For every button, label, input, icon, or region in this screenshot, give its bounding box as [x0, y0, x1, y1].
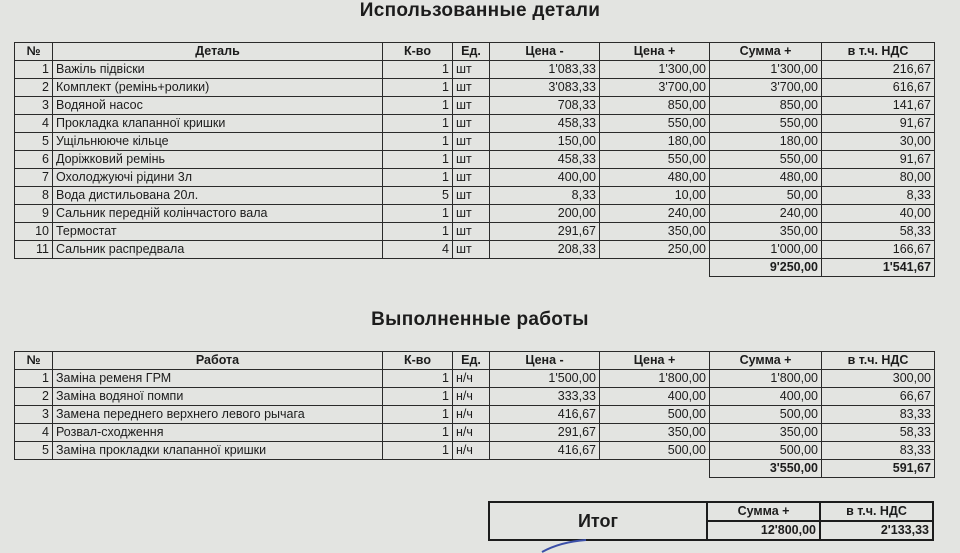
price-gross-cell: 250,00: [600, 241, 710, 259]
price-net-cell: 208,33: [490, 241, 600, 259]
col-header: Деталь: [53, 43, 383, 61]
item-name-cell: Термостат: [53, 223, 383, 241]
vat-amount-cell: 83,33: [822, 406, 935, 424]
table-row: [15, 241, 935, 259]
item-name-cell: Водяной насос: [53, 97, 383, 115]
row-number-cell: 1: [15, 61, 53, 79]
item-name-cell: Сальник передній колінчастого вала: [53, 205, 383, 223]
table-row: [15, 151, 935, 169]
quantity-cell: 1: [383, 388, 453, 406]
quantity-cell: 1: [383, 205, 453, 223]
price-net-cell: 150,00: [490, 133, 600, 151]
col-header: Ед.: [453, 352, 490, 370]
col-header: Сумма +: [710, 352, 822, 370]
col-header: Ед.: [453, 43, 490, 61]
sum-gross-cell: 1'000,00: [710, 241, 822, 259]
unit-cell: шт: [453, 187, 490, 205]
price-net-cell: 1'083,33: [490, 61, 600, 79]
item-name-cell: Вода дистильована 20л.: [53, 187, 383, 205]
quantity-cell: 1: [383, 223, 453, 241]
row-number-cell: 3: [15, 406, 53, 424]
item-name-cell: Ущільнююче кільце: [53, 133, 383, 151]
vat-amount-cell: 80,00: [822, 169, 935, 187]
sum-gross-cell: 1'300,00: [710, 61, 822, 79]
price-net-cell: 3'083,33: [490, 79, 600, 97]
sum-gross-cell: 550,00: [710, 115, 822, 133]
table-row: [15, 223, 935, 241]
sum-gross-cell: 50,00: [710, 187, 822, 205]
works-title: Выполненные работы: [371, 309, 589, 330]
quantity-cell: 1: [383, 61, 453, 79]
vat-amount-cell: 141,67: [822, 97, 935, 115]
col-header: К-во: [383, 352, 453, 370]
table-row: [15, 442, 935, 460]
row-number-cell: 5: [15, 133, 53, 151]
item-name-cell: Прокладка клапанної кришки: [53, 115, 383, 133]
vat-amount-cell: 58,33: [822, 424, 935, 442]
price-net-cell: 291,67: [490, 223, 600, 241]
price-net-cell: 291,67: [490, 424, 600, 442]
price-gross-cell: 1'300,00: [600, 61, 710, 79]
table-row: [15, 424, 935, 442]
vat-amount-cell: 83,33: [822, 442, 935, 460]
unit-cell: шт: [453, 205, 490, 223]
sum-gross-cell: 400,00: [710, 388, 822, 406]
item-name-cell: Заміна прокладки клапанної кришки: [53, 442, 383, 460]
price-net-cell: 200,00: [490, 205, 600, 223]
item-name-cell: Доріжковий ремінь: [53, 151, 383, 169]
grand-vat-header: в т.ч. НДС: [820, 502, 933, 521]
vat-amount-cell: 40,00: [822, 205, 935, 223]
price-net-cell: 333,33: [490, 388, 600, 406]
unit-cell: шт: [453, 241, 490, 259]
price-net-cell: 416,67: [490, 406, 600, 424]
table-row: [15, 205, 935, 223]
row-number-cell: 2: [15, 388, 53, 406]
price-net-cell: 400,00: [490, 169, 600, 187]
quantity-cell: 1: [383, 442, 453, 460]
item-name-cell: Охолоджуючі рідини 3л: [53, 169, 383, 187]
vat-amount-cell: 166,67: [822, 241, 935, 259]
sum-gross-cell: 180,00: [710, 133, 822, 151]
item-name-cell: Розвал-сходження: [53, 424, 383, 442]
grand-total-table: [488, 501, 934, 541]
quantity-cell: 1: [383, 370, 453, 388]
unit-cell: шт: [453, 115, 490, 133]
sum-gross-cell: 350,00: [710, 424, 822, 442]
table-row: [15, 187, 935, 205]
price-gross-cell: 550,00: [600, 151, 710, 169]
quantity-cell: 1: [383, 169, 453, 187]
price-net-cell: 8,33: [490, 187, 600, 205]
item-name-cell: Сальник распредвала: [53, 241, 383, 259]
table-row: [15, 97, 935, 115]
vat-amount-cell: 216,67: [822, 61, 935, 79]
table-row: [15, 79, 935, 97]
works-header-row: [15, 352, 935, 370]
unit-cell: шт: [453, 169, 490, 187]
price-gross-cell: 240,00: [600, 205, 710, 223]
sum-gross-cell: 350,00: [710, 223, 822, 241]
parts-total-vat: 1'541,67: [822, 259, 935, 277]
quantity-cell: 4: [383, 241, 453, 259]
row-number-cell: 7: [15, 169, 53, 187]
vat-amount-cell: 8,33: [822, 187, 935, 205]
price-gross-cell: 480,00: [600, 169, 710, 187]
row-number-cell: 3: [15, 97, 53, 115]
works-total-vat: 591,67: [822, 460, 935, 478]
item-name-cell: Замена переднего верхнего левого рычага: [53, 406, 383, 424]
unit-cell: н/ч: [453, 406, 490, 424]
unit-cell: н/ч: [453, 442, 490, 460]
quantity-cell: 1: [383, 115, 453, 133]
price-gross-cell: 500,00: [600, 442, 710, 460]
price-gross-cell: 400,00: [600, 388, 710, 406]
unit-cell: шт: [453, 151, 490, 169]
unit-cell: н/ч: [453, 370, 490, 388]
price-gross-cell: 500,00: [600, 406, 710, 424]
col-header: в т.ч. НДС: [822, 43, 935, 61]
row-number-cell: 1: [15, 370, 53, 388]
sum-gross-cell: 1'800,00: [710, 370, 822, 388]
vat-amount-cell: 91,67: [822, 115, 935, 133]
works-table: [14, 351, 935, 478]
sum-gross-cell: 550,00: [710, 151, 822, 169]
table-row: [15, 169, 935, 187]
unit-cell: шт: [453, 61, 490, 79]
vat-amount-cell: 300,00: [822, 370, 935, 388]
parts-table: [14, 42, 935, 277]
row-number-cell: 11: [15, 241, 53, 259]
price-net-cell: 1'500,00: [490, 370, 600, 388]
quantity-cell: 1: [383, 406, 453, 424]
row-number-cell: 2: [15, 79, 53, 97]
col-header: в т.ч. НДС: [822, 352, 935, 370]
row-number-cell: 8: [15, 187, 53, 205]
price-gross-cell: 550,00: [600, 115, 710, 133]
row-number-cell: 5: [15, 442, 53, 460]
vat-amount-cell: 30,00: [822, 133, 935, 151]
table-row: [15, 388, 935, 406]
unit-cell: шт: [453, 79, 490, 97]
price-gross-cell: 350,00: [600, 223, 710, 241]
grand-sum-header: Сумма +: [707, 502, 820, 521]
col-header: Работа: [53, 352, 383, 370]
col-header: Цена -: [490, 352, 600, 370]
price-gross-cell: 350,00: [600, 424, 710, 442]
item-name-cell: Комплект (ремінь+ролики): [53, 79, 383, 97]
price-gross-cell: 1'800,00: [600, 370, 710, 388]
quantity-cell: 1: [383, 97, 453, 115]
unit-cell: н/ч: [453, 424, 490, 442]
col-header: №: [15, 352, 53, 370]
table-row: [15, 133, 935, 151]
works-total-row: [15, 460, 935, 478]
sum-gross-cell: 500,00: [710, 406, 822, 424]
sum-gross-cell: 500,00: [710, 442, 822, 460]
grand-vat-value: 2'133,33: [820, 521, 933, 540]
price-gross-cell: 180,00: [600, 133, 710, 151]
row-number-cell: 4: [15, 115, 53, 133]
quantity-cell: 1: [383, 133, 453, 151]
col-header: К-во: [383, 43, 453, 61]
quantity-cell: 1: [383, 424, 453, 442]
price-net-cell: 708,33: [490, 97, 600, 115]
table-row: [15, 406, 935, 424]
price-net-cell: 416,67: [490, 442, 600, 460]
item-name-cell: Заміна водяної помпи: [53, 388, 383, 406]
parts-total-row: [15, 259, 935, 277]
table-row: [15, 61, 935, 79]
sum-gross-cell: 3'700,00: [710, 79, 822, 97]
price-gross-cell: 3'700,00: [600, 79, 710, 97]
row-number-cell: 4: [15, 424, 53, 442]
pen-stroke-mark: [540, 536, 590, 553]
row-number-cell: 9: [15, 205, 53, 223]
unit-cell: н/ч: [453, 388, 490, 406]
parts-title: Использованные детали: [359, 0, 601, 21]
quantity-cell: 5: [383, 187, 453, 205]
price-gross-cell: 10,00: [600, 187, 710, 205]
parts-header-row: [15, 43, 935, 61]
vat-amount-cell: 66,67: [822, 388, 935, 406]
table-row: [15, 115, 935, 133]
col-header: №: [15, 43, 53, 61]
col-header: Цена +: [600, 352, 710, 370]
vat-amount-cell: 58,33: [822, 223, 935, 241]
price-net-cell: 458,33: [490, 115, 600, 133]
col-header: Сумма +: [710, 43, 822, 61]
quantity-cell: 1: [383, 151, 453, 169]
col-header: Цена +: [600, 43, 710, 61]
grand-total-label: Итог: [489, 502, 707, 540]
item-name-cell: Важіль підвіски: [53, 61, 383, 79]
table-row: [15, 370, 935, 388]
unit-cell: шт: [453, 133, 490, 151]
vat-amount-cell: 616,67: [822, 79, 935, 97]
unit-cell: шт: [453, 97, 490, 115]
sum-gross-cell: 850,00: [710, 97, 822, 115]
works-total-sum: 3'550,00: [710, 460, 822, 478]
grand-sum-value: 12'800,00: [707, 521, 820, 540]
row-number-cell: 10: [15, 223, 53, 241]
item-name-cell: Заміна ременя ГРМ: [53, 370, 383, 388]
row-number-cell: 6: [15, 151, 53, 169]
col-header: Цена -: [490, 43, 600, 61]
sum-gross-cell: 240,00: [710, 205, 822, 223]
quantity-cell: 1: [383, 79, 453, 97]
price-gross-cell: 850,00: [600, 97, 710, 115]
price-net-cell: 458,33: [490, 151, 600, 169]
vat-amount-cell: 91,67: [822, 151, 935, 169]
sum-gross-cell: 480,00: [710, 169, 822, 187]
parts-total-sum: 9'250,00: [710, 259, 822, 277]
unit-cell: шт: [453, 223, 490, 241]
